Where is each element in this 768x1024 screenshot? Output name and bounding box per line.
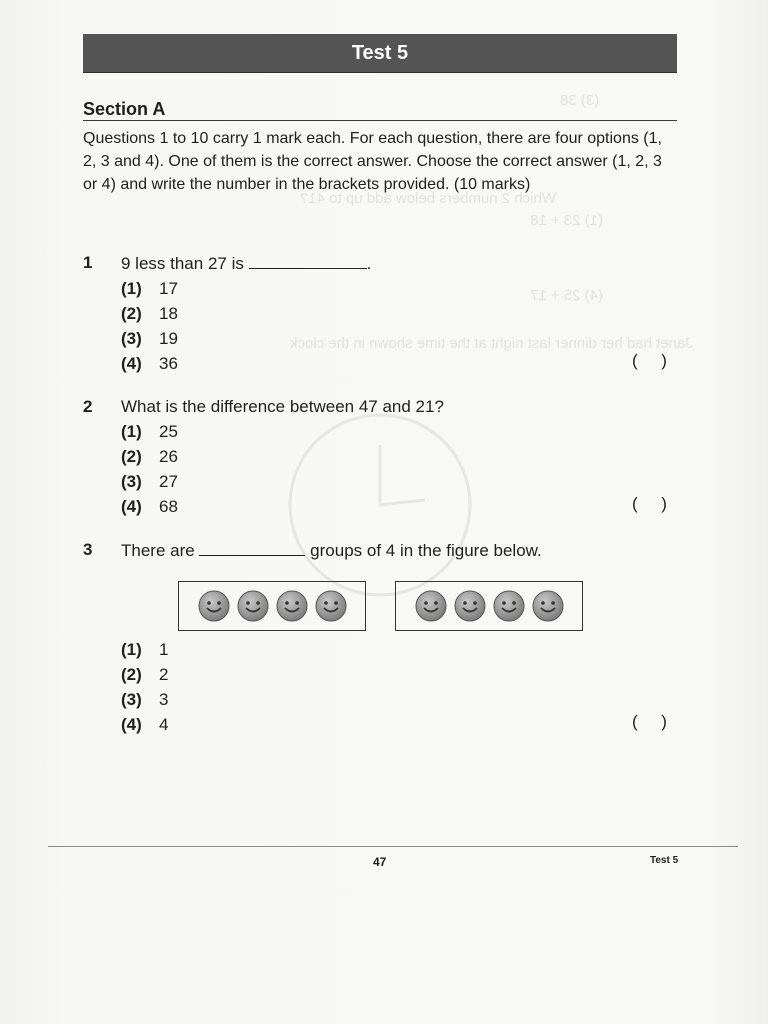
smiley-face-icon xyxy=(493,590,525,622)
option: (3) 19 xyxy=(121,329,178,348)
question-text-after: groups of 4 in the figure below. xyxy=(310,541,542,560)
smiley-face-icon xyxy=(532,590,564,622)
option: (4) 36 xyxy=(121,354,178,373)
option: (1) 25 xyxy=(121,422,178,441)
show-through-text: (4) 25 + 17 xyxy=(530,287,603,304)
smiley-face-icon xyxy=(454,590,486,622)
question-text-before: 9 less than 27 is xyxy=(121,254,244,273)
options-list xyxy=(121,419,178,519)
show-through-clock xyxy=(285,410,475,600)
figure-group-1 xyxy=(178,581,366,631)
smiley-face-icon xyxy=(237,590,269,622)
options-list xyxy=(121,276,178,376)
test-title: Test 5 xyxy=(351,41,409,64)
smiley-face-icon xyxy=(415,590,447,622)
show-through-text: (3) 38 xyxy=(560,92,600,109)
option: (2) 26 xyxy=(121,447,178,466)
smiley-face-icon xyxy=(198,590,230,622)
option: (3) 27 xyxy=(121,472,178,491)
option: (1) 1 xyxy=(121,640,169,659)
figure-group-2 xyxy=(395,581,583,631)
section-instructions: Questions 1 to 10 carry 1 mark each. For each question, there are four options (1, 2, 3 and 4). One of them is the correct answer. Choose the correct answer (1, 2, 3 or 4) and write the number in the brackets provided. (10 marks) xyxy=(83,130,662,193)
test-title-bar xyxy=(83,34,677,73)
page-number: 47 xyxy=(373,855,387,869)
option: (4) 4 xyxy=(121,715,169,734)
show-through-text: Janet had her dinner last night at the time shown in the clock xyxy=(290,335,693,352)
show-through-text: Which 2 numbers below add up to 41? xyxy=(300,190,556,207)
question-number: 1 xyxy=(83,253,93,272)
section-heading: Section A xyxy=(83,98,677,121)
question-number: 3 xyxy=(83,540,93,559)
answer-brackets[interactable]: ( ) xyxy=(632,494,667,513)
answer-blank[interactable] xyxy=(249,253,367,269)
option: (4) 68 xyxy=(121,497,178,516)
answer-brackets[interactable]: ( ) xyxy=(632,351,667,370)
footer-label: Test 5 xyxy=(650,855,679,866)
smiley-face-icon xyxy=(276,590,308,622)
options-list xyxy=(121,637,168,737)
question-text: What is the difference between 47 and 21? xyxy=(121,397,444,416)
option: (2) 18 xyxy=(121,304,178,323)
question-text xyxy=(121,540,542,561)
question-text xyxy=(121,253,371,274)
question-number: 2 xyxy=(83,397,93,416)
footer-divider xyxy=(48,846,738,847)
answer-brackets[interactable]: ( ) xyxy=(632,712,667,731)
smiley-face-icon xyxy=(315,590,347,622)
option: (3) 3 xyxy=(121,690,169,709)
answer-blank[interactable] xyxy=(199,540,305,556)
option: (1) 17 xyxy=(121,279,178,298)
show-through-text: (1) 23 + 18 xyxy=(530,212,603,229)
option: (2) 2 xyxy=(121,665,169,684)
question-text-before: There are xyxy=(121,541,195,560)
question-text-after: . xyxy=(366,254,372,273)
